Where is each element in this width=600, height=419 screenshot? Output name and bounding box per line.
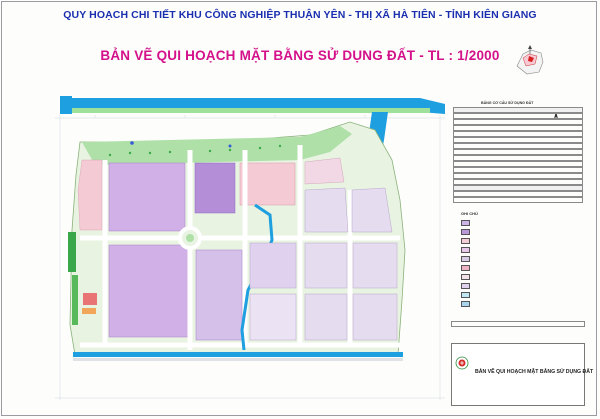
green-buffer-left: [68, 232, 76, 272]
lot-lavender-g: [250, 243, 296, 288]
signature-band: [451, 321, 585, 327]
lot-service-red: [83, 293, 97, 305]
legend-item: [461, 274, 581, 282]
lot-lavender-k: [305, 294, 347, 340]
sea-inlet: [60, 96, 72, 114]
lot-pink-upper-right: [305, 158, 344, 184]
green-buffer-left-2: [72, 275, 78, 325]
lot-industrial-b: [195, 163, 235, 213]
lot-pink-upper-left: [78, 160, 102, 230]
legend-item: [461, 238, 581, 246]
lot-industrial-d: [196, 250, 242, 340]
legend-item: [461, 247, 581, 255]
legend-item: [461, 229, 581, 237]
lot-lavender-e: [305, 188, 348, 232]
title-block-drawing-title: BẢN VẼ QUI HOẠCH MẶT BẰNG SỬ DỤNG ĐẤT: [475, 369, 594, 375]
lot-lavender-l: [353, 294, 397, 340]
lot-lavender-j: [250, 294, 296, 340]
roundabout-island: [186, 234, 194, 242]
lot-lavender-i: [353, 243, 397, 288]
legend-item: [461, 292, 581, 300]
legend-item: [461, 220, 581, 228]
legend-item: [461, 265, 581, 273]
lot-lavender-h: [305, 243, 347, 288]
lot-industrial-c: [109, 245, 191, 337]
plan-title: QUY HOẠCH CHI TIẾT KHU CÔNG NGHIỆP THUẬN YÊN - THỊ XÃ HÀ TIÊN - TỈNH KIÊN GIANG: [63, 9, 537, 21]
lot-pink-b: [240, 163, 295, 205]
land-use-table-title: BẢNG CƠ CẤU SỬ DỤNG ĐẤT: [481, 101, 534, 105]
company-logo-icon: [455, 356, 469, 370]
lot-industrial-a: [109, 163, 185, 231]
drawing-subtitle: BẢN VẼ QUI HOẠCH MẶT BẰNG SỬ DỤNG ĐẤT - TL : 1/2000: [100, 48, 500, 63]
legend-item: [461, 283, 581, 291]
table-row: [453, 197, 583, 203]
road-bottom: [73, 358, 403, 361]
lot-service-orange: [82, 308, 96, 314]
legend-item: [461, 301, 581, 309]
canal-bottom: [73, 352, 403, 357]
legend-item: [461, 256, 581, 264]
lot-lavender-f: [352, 188, 392, 232]
legend-title: GHI CHÚ: [461, 211, 478, 216]
